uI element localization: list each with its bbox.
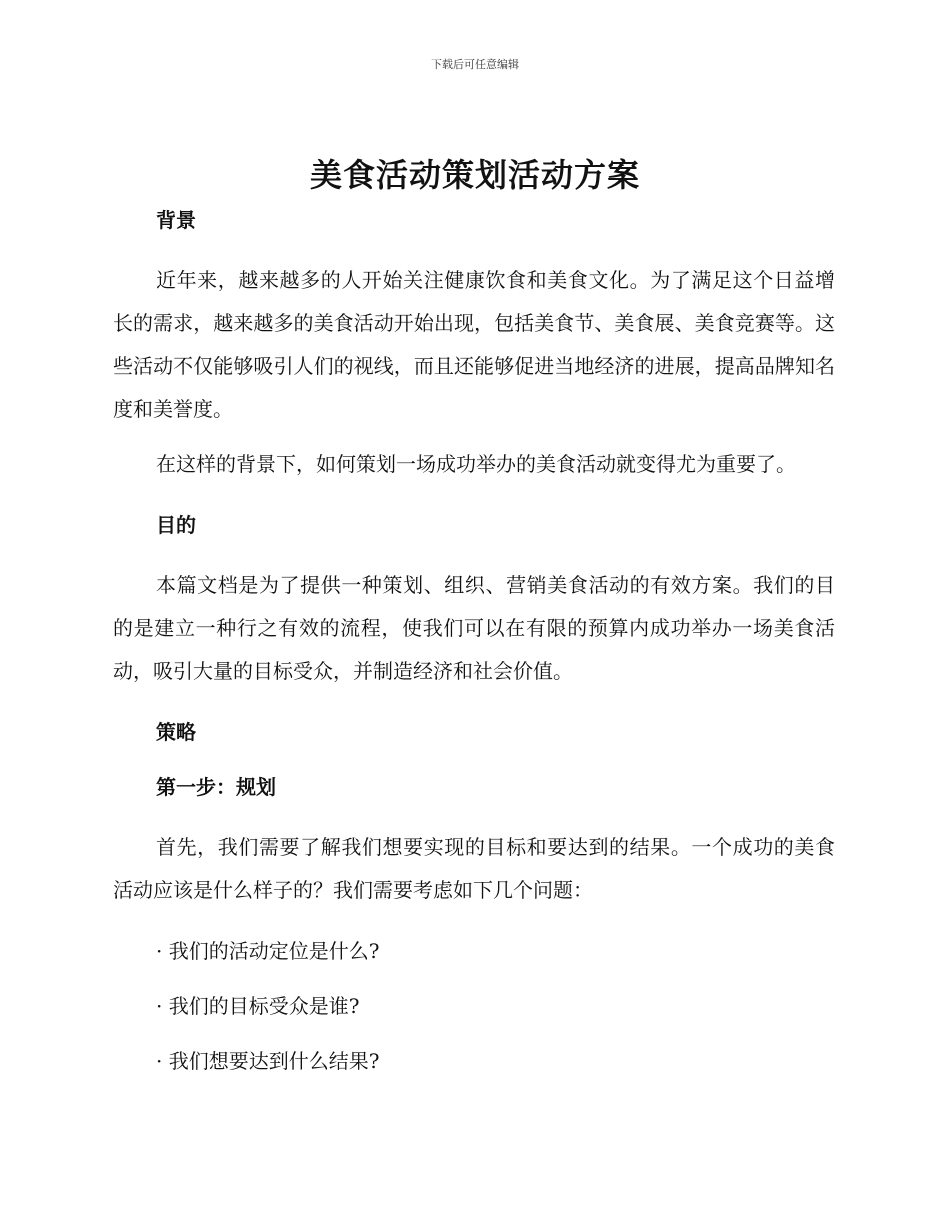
heading-background: 背景 — [156, 208, 196, 232]
bullet-item: · 我们的目标受众是谁? — [156, 994, 360, 1018]
paragraph-purpose-1: 本篇文档是为了提供一种策划、组织、营销美食活动的有效方案。我们的目的是建立一种行之有效的流程，使我们可以在有限的预算内成功举办一场美食活动，吸引大量的目标受众，并制造经济和社会价值。 — [113, 573, 835, 683]
heading-purpose: 目的 — [156, 513, 196, 537]
heading-step-1: 第一步：规划 — [156, 775, 276, 799]
heading-strategy: 策略 — [156, 720, 196, 744]
paragraph-background-2: 在这样的背景下，如何策划一场成功举办的美食活动就变得尤为重要了。 — [156, 452, 796, 476]
paragraph-background-1: 近年来，越来越多的人开始关注健康饮食和美食文化。为了满足这个日益增长的需求，越来越多的美食活动开始出现，包括美食节、美食展、美食竞赛等。这些活动不仅能够吸引人们的视线，而且还能够促进当地经济的进展，提高品牌知名度和美誉度。 — [113, 268, 835, 421]
bullet-item: · 我们想要达到什么结果? — [156, 1049, 380, 1073]
document-title: 美食活动策划活动方案 — [309, 156, 640, 194]
document-body — [113, 204, 835, 1077]
paragraph-strategy-1: 首先，我们需要了解我们想要实现的目标和要达到的结果。一个成功的美食活动应该是什么样子的？我们需要考虑如下几个问题： — [113, 835, 835, 902]
header-note: 下载后可任意编辑 — [431, 58, 519, 71]
bullet-item: · 我们的活动定位是什么? — [156, 939, 380, 963]
